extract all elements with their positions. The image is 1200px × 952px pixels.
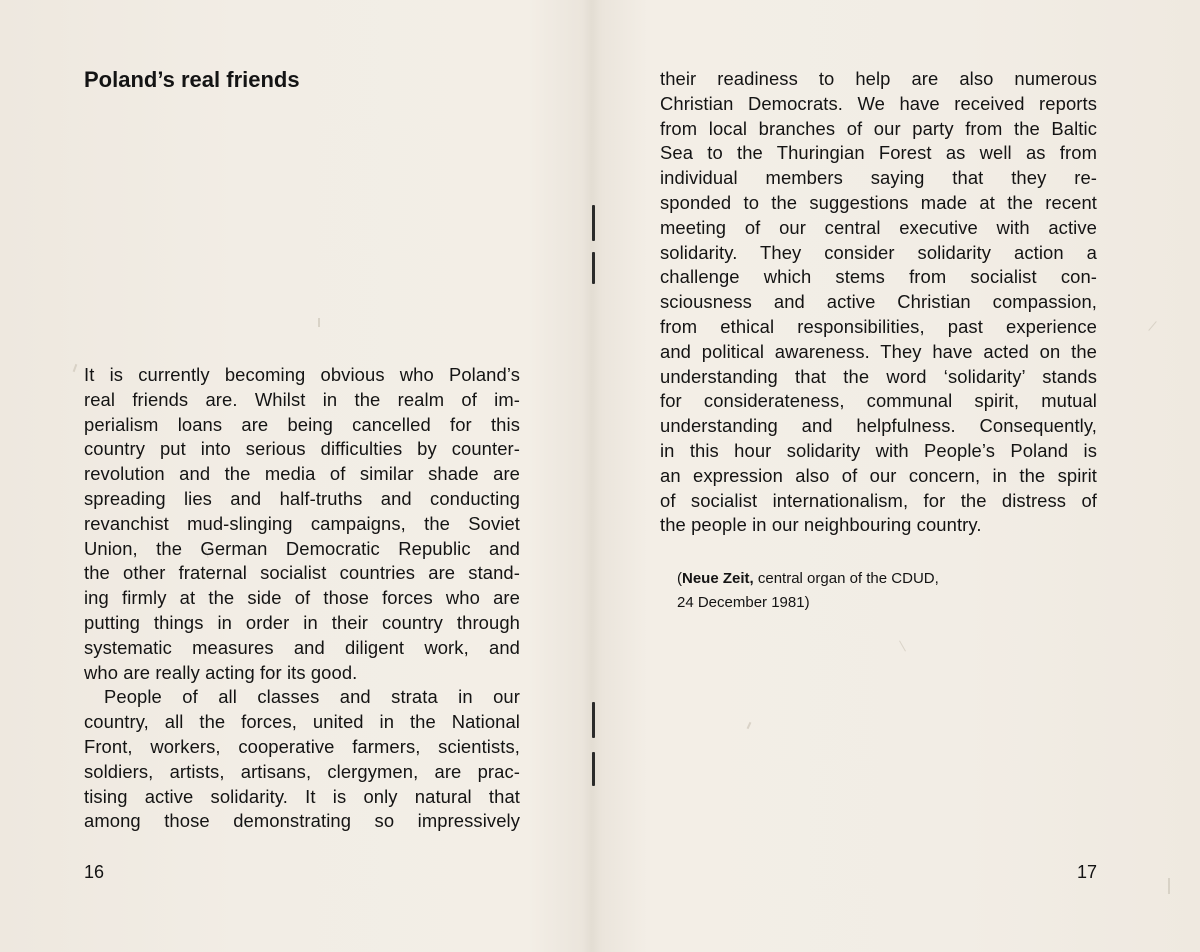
text-line: soldiers, artists, artisans, clergymen, are prac- [84,760,520,782]
text-line: ing firmly at the side of those forces who are [84,587,520,609]
body-paragraph-2 [84,685,520,834]
binding-stitch [592,205,595,241]
binding-stitch [592,252,595,284]
text-line: country, all the forces, united in the National [84,711,520,733]
paper-fiber [318,318,320,327]
text-line: from local branches of our party from the Baltic [660,117,1097,139]
text-line: and political awareness. They have acted on the [660,340,1097,362]
text-line: the people in our neighbouring country. [660,514,982,536]
text-line: an expression also of our concern, in the spirit [660,464,1097,486]
text-line: meeting of our central executive with active [660,216,1097,238]
binding-stitch [592,752,595,786]
text-line: Sea to the Thuringian Forest as well as from [660,142,1097,164]
text-line: understanding and helpfulness. Consequently, [660,415,1097,437]
text-line: perialism loans are being cancelled for this [84,413,520,435]
source-citation [677,567,939,615]
text-line: Union, the German Democratic Republic and [84,537,520,559]
text-line: real friends are. Whilst in the realm of im- [84,388,520,410]
paper-fiber [1168,878,1170,894]
source-description: central organ of the CDUD, [753,570,939,587]
source-publication: Neue Zeit, [682,570,754,587]
text-line: revolution and the media of similar shade are [84,463,520,485]
text-line: sponded to the suggestions made at the recent [660,191,1097,213]
text-line: revanchist mud-slinging campaigns, the Soviet [84,512,520,534]
source-open-paren: ( [677,570,682,587]
text-line: individual members saying that they re- [660,167,1097,189]
paper-fiber [899,641,906,652]
text-line: sciousness and active Christian compassion, [660,291,1097,313]
text-line: from ethical responsibilities, past experience [660,315,1097,337]
text-line: country put into serious difficulties by counter- [84,438,520,460]
text-line: putting things in order in their country through [84,611,520,633]
source-line-1 [677,567,939,591]
paper-fiber [73,364,78,372]
text-line: their readiness to help are also numerous [660,68,1097,89]
text-line: who are really acting for its good. [84,661,358,683]
text-line: the other fraternal socialist countries are stand- [84,562,520,584]
page-number-left: 16 [84,862,105,882]
text-line: systematic measures and diligent work, and [84,636,520,658]
text-line: challenge which stems from socialist con- [660,266,1097,288]
text-line: solidarity. They consider solidarity action a [660,241,1097,263]
text-line: spreading lies and half-truths and conducting [84,487,520,509]
source-date: 24 December 1981) [677,594,810,611]
text-line: It is currently becoming obvious who Poland’s [84,364,520,385]
left-page-body [84,363,520,834]
text-line: People of all classes and strata in our [104,686,520,708]
text-line: understanding that the word ‘solidarity’ stands [660,365,1097,387]
text-line: tising active solidarity. It is only natural that [84,785,520,807]
right-page-body [660,67,1097,538]
paper-fiber [747,722,752,729]
text-line: of socialist internationalism, for the distress of [660,489,1097,511]
text-line: for considerateness, communal spirit, mutual [660,390,1097,412]
article-title: Poland’s real friends [84,67,300,92]
text-line: Front, workers, cooperative farmers, scientists, [84,735,520,757]
text-line: Christian Democrats. We have received reports [660,92,1097,114]
text-line: in this hour solidarity with People’s Poland is [660,439,1097,461]
binding-stitch [592,702,595,738]
paper-fiber [1148,321,1156,331]
page-number-right: 17 [1077,862,1098,882]
text-line: among those demonstrating so impressively [84,810,520,832]
body-paragraph-3 [660,67,1097,538]
body-paragraph-1 [84,363,520,685]
